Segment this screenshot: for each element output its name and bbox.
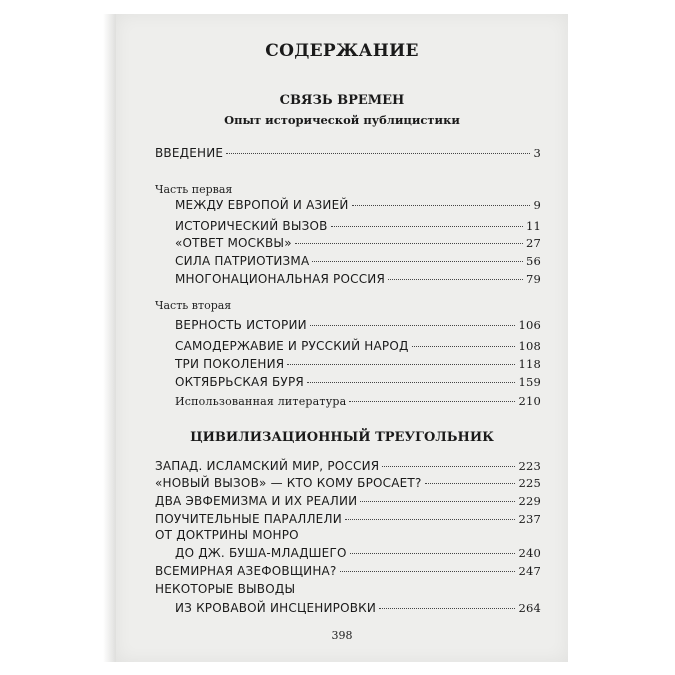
toc-entry-page: 247 [518,564,541,578]
toc-entry-page: 3 [533,146,541,160]
dot-leader [331,226,523,227]
toc-entry [175,339,541,353]
dot-leader [345,519,516,520]
toc-entry-page: 9 [533,198,541,212]
toc-entry-title: ВВЕДЕНИЕ [155,146,224,160]
toc-entry [155,512,541,526]
toc-entry [155,494,541,508]
dot-leader [388,279,523,280]
toc-entry-page: 237 [518,512,541,526]
part1-label: Часть первая [155,183,233,196]
dot-leader [312,261,523,262]
book-gutter [103,14,117,662]
toc-entry-page: 223 [518,459,541,473]
toc-entry [155,459,541,473]
dot-leader [295,243,523,244]
toc-entry [175,318,541,332]
toc-entry-title: ПОУЧИТЕЛЬНЫЕ ПАРАЛЛЕЛИ [155,512,342,526]
dot-leader [379,608,515,609]
toc-entry [175,601,541,615]
dot-leader [340,571,516,572]
toc-entry [175,236,541,250]
toc-entry [175,357,541,371]
section2-title: ЦИВИЛИЗАЦИОННЫЙ ТРЕУГОЛЬНИК [190,430,494,445]
toc-entry-title: МНОГОНАЦИОНАЛЬНАЯ РОССИЯ [175,272,385,286]
toc-entry [175,272,541,286]
toc-entry-title: ВСЕМИРНАЯ АЗЕФОВЩИНА? [155,564,337,578]
toc-entry-page: 118 [518,357,541,371]
toc-entry-page: 229 [518,494,541,508]
toc-entry [155,476,541,490]
page-number: 398 [331,629,353,642]
toc-entry-page: 210 [518,394,541,408]
toc-entry-page: 225 [518,476,541,490]
toc-entry-title: САМОДЕРЖАВИЕ И РУССКИЙ НАРОД [175,339,409,353]
toc-entry-page: 264 [518,601,541,615]
toc-entry [175,254,541,268]
toc-entry-title-line1: ОТ ДОКТРИНЫ МОНРО [155,528,299,542]
dot-leader [412,346,516,347]
toc-entry-intro [155,146,541,160]
toc-entry-title: «ОТВЕТ МОСКВЫ» [175,236,292,250]
toc-entry-title: СИЛА ПАТРИОТИЗМА [175,254,310,268]
dot-leader [382,466,515,467]
toc-entry-title: ДВА ЭВФЕМИЗМА И ИХ РЕАЛИИ [155,494,358,508]
part2-label: Часть вторая [155,299,232,312]
toc-entry [155,564,541,578]
toc-entry-page: 240 [518,546,541,560]
dot-leader [349,401,515,402]
toc-entry-page: 79 [525,272,541,286]
toc-entry-page: 108 [518,339,541,353]
dot-leader [310,325,516,326]
dot-leader [350,553,516,554]
toc-entry-title: Использованная литература [175,395,347,408]
page-heading: СОДЕРЖАНИЕ [265,41,419,61]
dot-leader [287,364,515,365]
toc-entry [175,546,541,560]
dot-leader [307,382,516,383]
dot-leader [360,501,515,502]
toc-entry-title: ТРИ ПОКОЛЕНИЯ [175,357,285,371]
section1-subtitle: Опыт исторической публицистики [224,113,460,127]
dot-leader [226,153,530,154]
toc-entry-title: ДО ДЖ. БУША-МЛАДШЕГО [175,546,347,560]
toc-entry [175,375,541,389]
toc-entry-title: МЕЖДУ ЕВРОПОЙ И АЗИЕЙ [175,198,349,212]
toc-entry-page: 27 [525,236,541,250]
toc-entry-title-line1: НЕКОТОРЫЕ ВЫВОДЫ [155,582,296,596]
toc-entry-title: ОКТЯБРЬСКАЯ БУРЯ [175,375,304,389]
dot-leader [352,205,531,206]
toc-entry-title: ИСТОРИЧЕСКИЙ ВЫЗОВ [175,219,328,233]
toc-entry [175,219,541,233]
toc-entry-title: ИЗ КРОВАВОЙ ИНСЦЕНИРОВКИ [175,601,377,615]
toc-entry-page: 159 [518,375,541,389]
toc-entry-title: ЗАПАД. ИСЛАМСКИЙ МИР, РОССИЯ [155,459,380,473]
toc-entry-title: «НОВЫЙ ВЫЗОВ» — КТО КОМУ БРОСАЕТ? [155,476,422,490]
toc-entry-title: ВЕРНОСТЬ ИСТОРИИ [175,318,307,332]
toc-entry-page: 106 [518,318,541,332]
toc-entry-page: 56 [525,254,541,268]
toc-entry [175,198,541,212]
dot-leader [425,483,516,484]
toc-entry [175,394,541,408]
section1-title: СВЯЗЬ ВРЕМЕН [279,93,405,108]
toc-entry-page: 11 [525,219,541,233]
